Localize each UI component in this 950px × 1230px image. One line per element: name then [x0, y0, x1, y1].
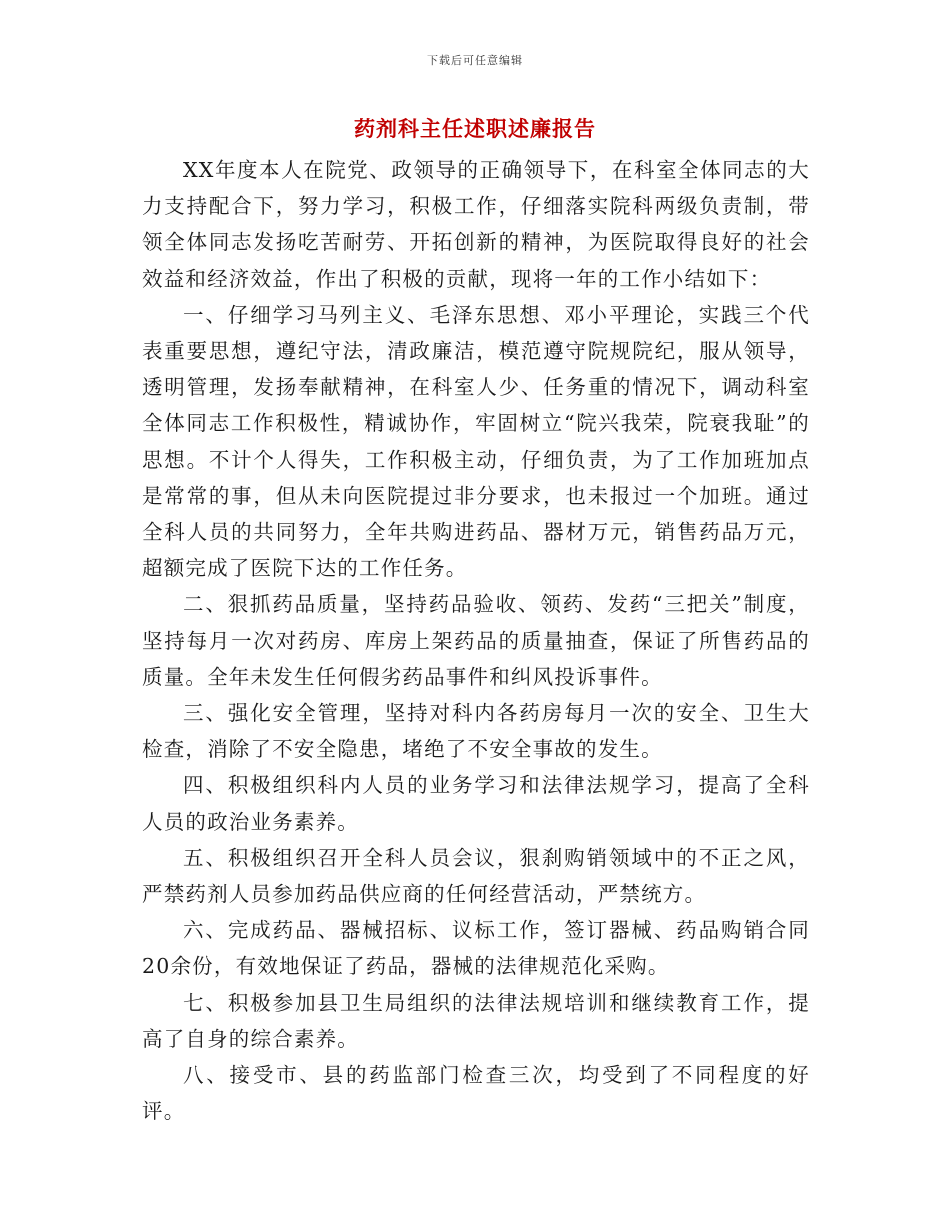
- paragraph-item-7: 七、积极参加县卫生局组织的法律法规培训和继续教育工作，提高了自身的综合素养。: [142, 990, 810, 1051]
- paragraph-item-8: 八、接受市、县的药监部门检查三次，均受到了不同程度的好评。: [142, 1063, 810, 1124]
- header-note: 下载后可任意编辑: [427, 54, 523, 67]
- paragraph-item-4: 四、积极组织科内人员的业务学习和法律法规学习，提高了全科人员的政治业务素养。: [142, 773, 810, 834]
- paragraph-item-3: 三、强化安全管理，坚持对科内各药房每月一次的安全、卫生大检查，消除了不安全隐患，堵绝了不安全事故的发生。: [142, 701, 810, 762]
- paragraph-item-6: 六、完成药品、器械招标、议标工作，签订器械、药品购销合同20余份，有效地保证了药品，器械的法律规范化采购。: [142, 918, 810, 979]
- paragraph-intro: XX年度本人在院党、政领导的正确领导下，在科室全体同志的大力支持配合下，努力学习，积极工作，仔细落实院科两级负责制，带领全体同志发扬吃苦耐劳、开拓创新的精神，为医院取得良好的社会效益和经济效益，作出了积极的贡献，现将一年的工作小结如下：: [142, 158, 810, 291]
- document-body: [142, 152, 810, 1129]
- paragraph-item-5: 五、积极组织召开全科人员会议，狠刹购销领域中的不正之风，严禁药剂人员参加药品供应商的任何经营活动，严禁统方。: [142, 845, 810, 907]
- paragraph-item-1: 一、仔细学习马列主义、毛泽东思想、邓小平理论，实践三个代表重要思想，遵纪守法，清政廉洁，模范遵守院规院纪，服从领导，透明管理，发扬奉献精神，在科室人少、任务重的情况下，调动科室全体同志工作积极性，精诚协作，牢固树立“院兴我荣，院衰我耻”的思想。不计个人得失，工作积极主动，仔细负责，为了工作加班加点是常常的事，但从未向医院提过非分要求，也未报过一个加班。通过全科人员的共同努力，全年共购进药品、器材万元，销售药品万元，超额完成了医院下达的工作任务。: [142, 302, 810, 581]
- document-title: 药剂科主任述职述廉报告: [354, 116, 596, 141]
- paragraph-item-2: 二、狠抓药品质量，坚持药品验收、领药、发药“三把关”制度，坚持每月一次对药房、库房上架药品的质量抽查，保证了所售药品的质量。全年未发生任何假劣药品事件和纠风投诉事件。: [142, 592, 810, 689]
